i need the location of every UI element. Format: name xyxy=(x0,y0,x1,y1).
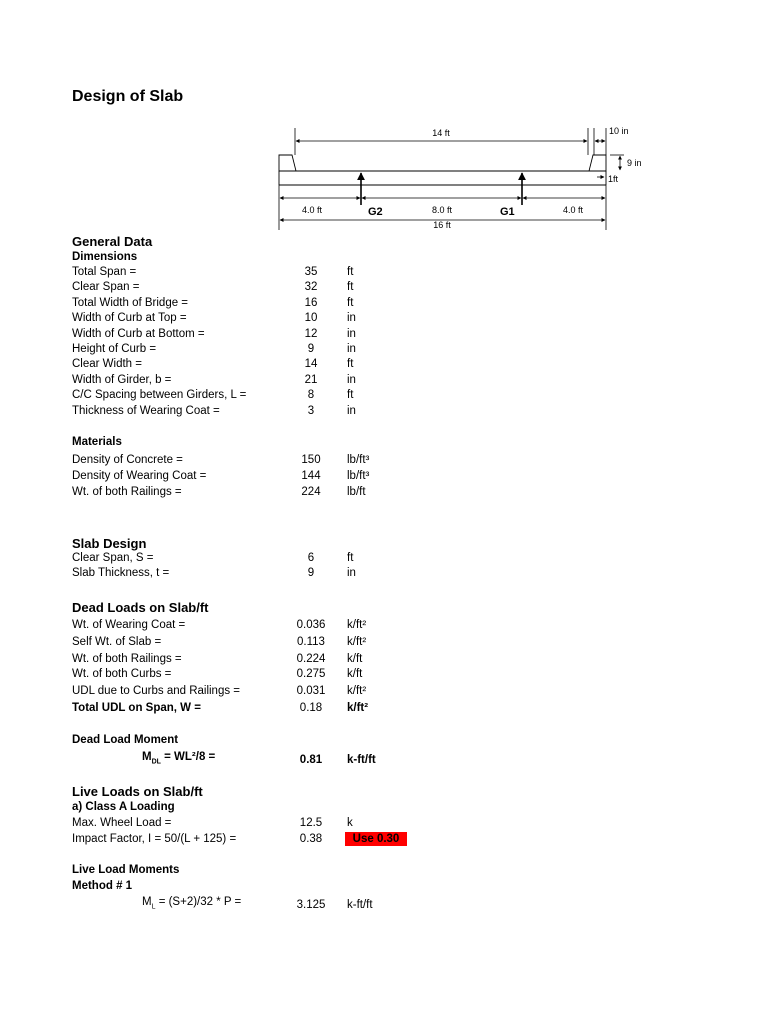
dimension-row: Height of Curb = 9 in xyxy=(72,343,356,355)
dead-load-moment-row: $M_{DL} = WL^2/8$ = 0.81 k-ft/ft xyxy=(142,751,376,766)
dimension-row: Clear Width = 14 ft xyxy=(72,358,354,370)
dead-load-row: UDL due to Curbs and Railings = 0.031 k/ft² xyxy=(72,685,367,697)
girder-label-g1: G1 xyxy=(500,206,515,218)
girder-label-g2: G2 xyxy=(368,206,383,218)
dead-load-row: Wt. of Wearing Coat = 0.036 k/ft² xyxy=(72,619,367,631)
slab-design-row: Clear Span, S = 6 ft xyxy=(72,552,354,564)
slab-design-row: Slab Thickness, t = 9 in xyxy=(72,567,356,579)
general-data-heading: General Data xyxy=(72,234,153,249)
clear-width-dim-text: 14 ft xyxy=(432,128,450,138)
dimension-row: Thickness of Wearing Coat = 3 in xyxy=(72,405,356,417)
spacing-text: 8.0 ft xyxy=(431,205,453,215)
curb-height-dim-text: 9 in xyxy=(627,158,642,168)
live-load-row: Max. Wheel Load = 12.5 k xyxy=(72,817,353,829)
dead-load-row: Wt. of both Railings = 0.224 k/ft xyxy=(72,653,363,665)
curb-width-dim-text: 10 in xyxy=(609,126,629,136)
dead-loads-heading: Dead Loads on Slab/ft xyxy=(72,600,209,615)
left-overhang-text: 4.0 ft xyxy=(301,205,323,215)
offset-dim-text: 1ft xyxy=(608,174,619,184)
total-width-text: 16 ft xyxy=(433,220,451,230)
total-udl-row: Total UDL on Span, W = 0.18 k/ft² xyxy=(72,702,369,714)
dimension-row: Width of Curb at Top = 10 in xyxy=(72,312,356,324)
slab-cross-section-diagram xyxy=(0,0,768,240)
dimension-row: Total Span = 35 ft xyxy=(72,266,354,278)
dimension-row: C/C Spacing between Girders, L = 8 ft xyxy=(72,389,354,401)
dead-load-row: Self Wt. of Slab = 0.113 k/ft² xyxy=(72,636,367,648)
material-row: Density of Wearing Coat = 144 lb/ft³ xyxy=(72,470,370,482)
right-overhang-text: 4.0 ft xyxy=(562,205,584,215)
live-load-moments-heading: Live Load Moments xyxy=(72,864,180,876)
dead-load-row: Wt. of both Curbs = 0.275 k/ft xyxy=(72,668,363,680)
dead-load-moment-heading: Dead Load Moment xyxy=(72,734,179,746)
page-title: Design of Slab xyxy=(72,88,184,105)
material-row: Density of Concrete = 150 lb/ft³ xyxy=(72,454,370,466)
dimension-row: Total Width of Bridge = 16 ft xyxy=(72,297,354,309)
class-a-loading-heading: a) Class A Loading xyxy=(72,801,175,813)
method-heading: Method # 1 xyxy=(72,880,133,892)
dimension-row: Width of Curb at Bottom = 12 in xyxy=(72,328,356,340)
use-impact-badge: Use 0.30 xyxy=(345,832,407,846)
slab-design-heading: Slab Design xyxy=(72,536,147,551)
dimension-row: Width of Girder, b = 21 in xyxy=(72,374,356,386)
dimensions-heading: Dimensions xyxy=(72,251,138,263)
live-loads-heading: Live Loads on Slab/ft xyxy=(72,784,203,799)
live-load-moment-row: $M_L = (S+2)/32 * P$ = 3.125 k-ft/ft xyxy=(142,896,373,911)
live-load-row: Impact Factor, I = 50/(L + 125) = 0.38 xyxy=(72,833,323,845)
dimension-row: Clear Span = 32 ft xyxy=(72,281,354,293)
materials-heading: Materials xyxy=(72,436,122,448)
material-row: Wt. of both Railings = 224 lb/ft xyxy=(72,486,366,498)
